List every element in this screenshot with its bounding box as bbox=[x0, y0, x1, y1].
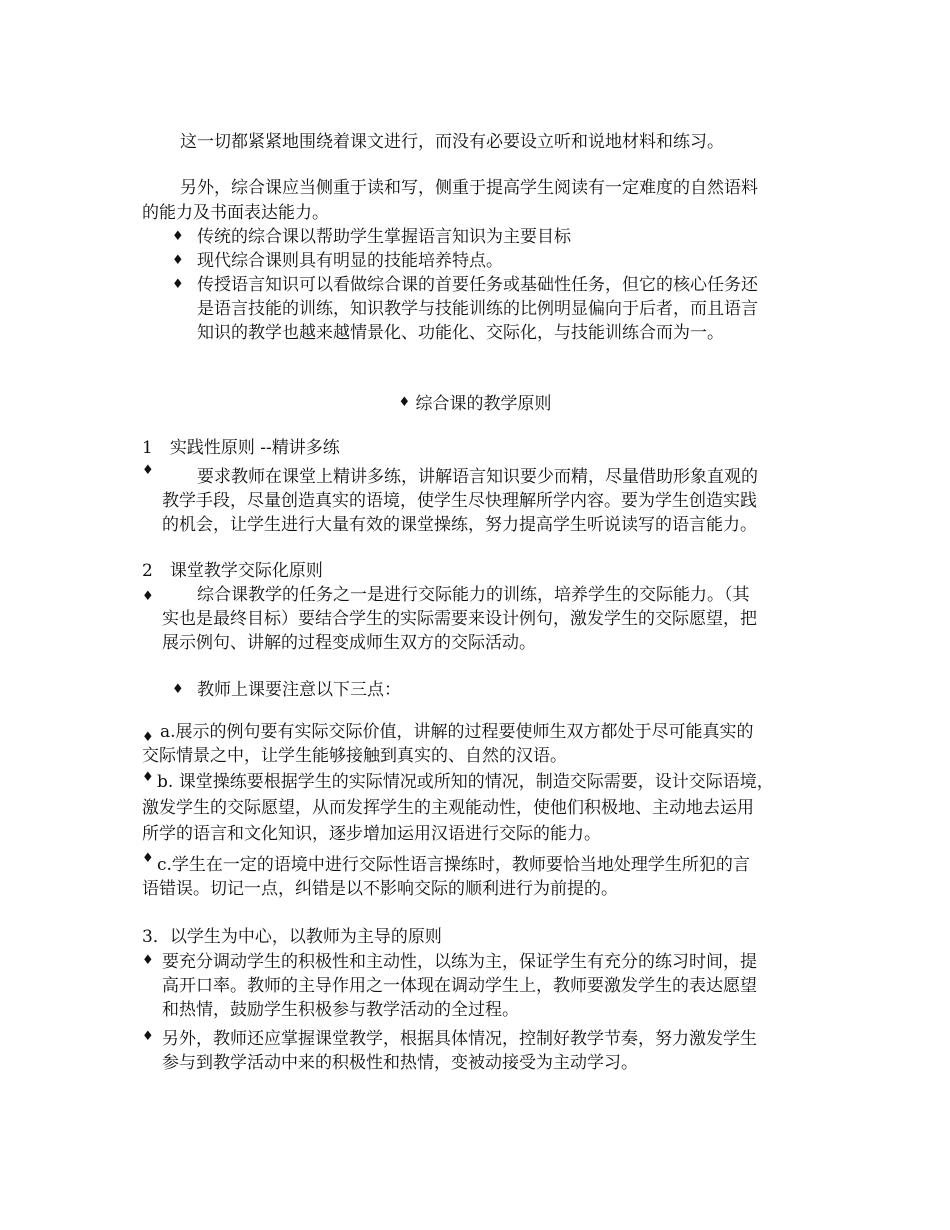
intro-paragraph-line: 的能力及书面表达能力。 bbox=[142, 203, 329, 223]
principle-text-line: 高开口率。教师的主导作用之一体现在调动学生上，教师要激发学生的表达愿望 bbox=[162, 976, 757, 996]
diamond-bullet-icon: ♦ bbox=[142, 730, 154, 745]
diamond-bullet-icon: ♦ bbox=[172, 253, 184, 268]
diamond-bullet-icon: ♦ bbox=[172, 229, 184, 244]
point-text-line: c.学生在一定的语境中进行交际性语言操练时，教师要恰当地处理学生所犯的言 bbox=[157, 855, 750, 875]
principle-heading: 1 实践性原则 --精讲多练 bbox=[142, 438, 340, 458]
section-title-text: 综合课的教学原则 bbox=[415, 394, 552, 414]
diamond-bullet-icon: ♦ bbox=[142, 770, 154, 785]
diamond-bullet-icon: ♦ bbox=[142, 851, 154, 866]
principle-heading: 3．以学生为中心，以教师为主导的原则 bbox=[142, 927, 442, 947]
point-text-line: 语错误。切记一点，纠错是以不影响交际的顺利进行为前提的。 bbox=[142, 879, 618, 899]
intro-paragraph-line: 另外，综合课应当侧重于读和写，侧重于提高学生阅读有一定难度的自然语料 bbox=[180, 178, 758, 198]
principle-text-line: 参与到教学活动中来的积极性和热情，变被动接受为主动学习。 bbox=[162, 1053, 638, 1073]
principle-text-line: 另外，教师还应掌握课堂教学，根据具体情况，控制好教学节奏，努力激发学生 bbox=[162, 1029, 757, 1049]
diamond-bullet-icon: ♦ bbox=[142, 1029, 154, 1044]
point-text-line: a.展示的例句要有实际交际价值，讲解的过程要使师生双方都处于尽可能真实的 bbox=[160, 722, 754, 742]
intro-line: 这一切都紧紧地围绕着课文进行，而没有必要设立听和说地材料和练习。 bbox=[180, 132, 724, 152]
principle-text-line: 实也是最终目标）要结合学生的实际需要来设计例句，激发学生的交际愿望，把 bbox=[162, 609, 757, 629]
section-title bbox=[0, 393, 950, 417]
point-text-line: 所学的语言和文化知识，逐步增加运用汉语进行交际的能力。 bbox=[142, 824, 601, 844]
intro-bullet-text: 是语言技能的训练，知识教学与技能训练的比例明显偏向于后者，而且语言 bbox=[197, 299, 758, 319]
point-text-line: 激发学生的交际愿望，从而发挥学生的主观能动性，使他们积极地、主动地去运用 bbox=[142, 798, 754, 818]
point-text-line: 交际情景之中，让学生能够接触到真实的、自然的汉语。 bbox=[142, 746, 567, 766]
diamond-bullet-icon: ♦ bbox=[142, 589, 154, 604]
intro-bullet-text: 传统的综合课以帮助学生掌握语言知识为主要目标 bbox=[197, 227, 571, 247]
intro-bullet-text: 知识的教学也越来越情景化、功能化、交际化，与技能训练合而为一。 bbox=[197, 323, 724, 343]
intro-bullet-text: 现代综合课则具有明显的技能培养特点。 bbox=[197, 251, 503, 271]
diamond-bullet-icon: ♦ bbox=[398, 395, 411, 410]
principle-text-line: 和热情，鼓励学生积极参与教学活动的全过程。 bbox=[162, 1000, 519, 1020]
principle-text-line: 要充分调动学生的积极性和主动性，以练为主，保证学生有充分的练习时间，提 bbox=[162, 952, 757, 972]
principle-text-line: 教学手段，尽量创造真实的语境，使学生尽快理解所学内容。要为学生创造实践 bbox=[162, 491, 757, 511]
diamond-bullet-icon: ♦ bbox=[172, 682, 184, 697]
diamond-bullet-icon: ♦ bbox=[172, 277, 184, 292]
diamond-bullet-icon: ♦ bbox=[142, 953, 154, 968]
note-heading: 教师上课要注意以下三点： bbox=[197, 680, 401, 700]
principle-heading: 2 课堂教学交际化原则 bbox=[142, 561, 323, 581]
intro-bullet-text: 传授语言知识可以看做综合课的首要任务或基础性任务，但它的核心任务还 bbox=[197, 275, 758, 295]
principle-text-line: 综合课教学的任务之一是进行交际能力的训练，培养学生的交际能力。（其 bbox=[197, 585, 750, 605]
principle-text-line: 要求教师在课堂上精讲多练，讲解语言知识要少而精，尽量借助形象直观的 bbox=[197, 467, 758, 487]
point-text-line: b. 课堂操练要根据学生的实际情况或所知的情况，制造交际需要，设计交际语境， bbox=[157, 772, 774, 792]
principle-text-line: 展示例句、讲解的过程变成师生双方的交际活动。 bbox=[162, 633, 536, 653]
diamond-bullet-icon: ♦ bbox=[142, 463, 154, 478]
principle-text-line: 的机会，让学生进行大量有效的课堂操练，努力提高学生听说读写的语言能力。 bbox=[162, 515, 757, 535]
